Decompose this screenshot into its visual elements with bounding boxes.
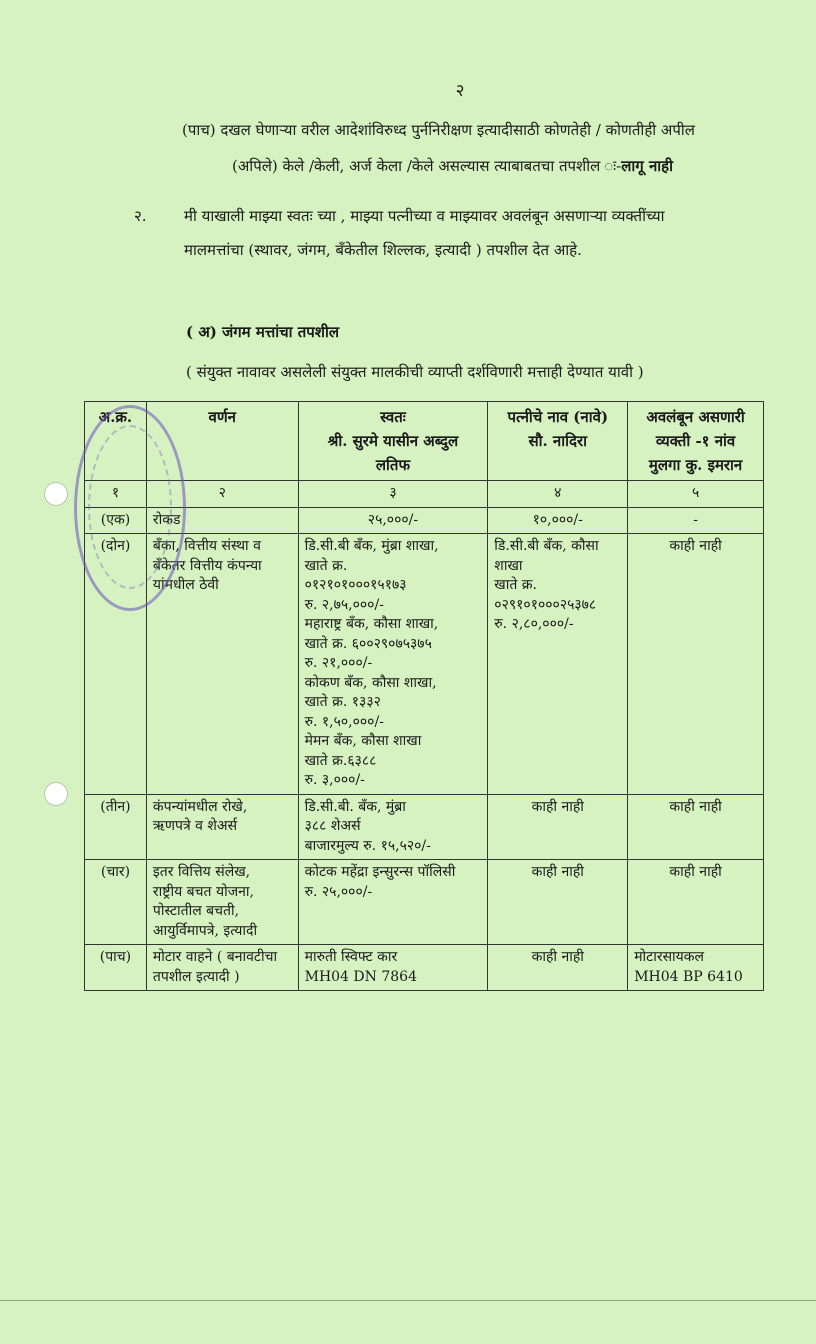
row-dependent [628,945,764,991]
row-wife-line: ०२९१०१०००२५३७८ [494,596,597,613]
row-wife [488,534,628,795]
row-wife [488,860,628,945]
column-number: ४ [488,481,628,508]
row-self-line: खाते क्र. १३३२ [304,694,381,710]
row-description [146,507,298,534]
para-2-line1: मी याखाली माझ्या स्वतः च्या , माझ्या पत्नीच्या व माझ्यावर अवलंबून असणाऱ्या व्यक्तींच्या [184,207,665,225]
row-dependent-line: काही नाही [669,864,722,880]
row-description [146,794,298,860]
table-header-row [85,402,764,481]
header-dependent [628,402,764,481]
row-dependent [628,534,764,795]
row-self-line: २५,०००/- [367,511,419,528]
row-self-line: डि.सी.बी बँक, मुंब्रा शाखा, [304,538,439,554]
row-description-line: रोकड [152,511,181,528]
row-description-line: यांमधील ठेवी [152,577,219,593]
row-self-line: रु. २५,०००/- [304,883,373,900]
row-dependent-line: काही नाही [669,798,722,815]
row-self-line: MH04 DN 7864 [304,968,417,985]
row-sr: (पाच) [85,945,147,991]
row-wife-line: काही नाही [531,949,584,965]
row-description-line: बँका, वित्तीय संस्था व [152,538,261,554]
row-sr: (एक) [85,507,147,534]
header-dependent-line: व्यक्ती -१ नांव [655,432,736,450]
row-description-line: राष्ट्रीय बचत योजना, [152,883,254,900]
header-self-line: स्वतः [380,408,406,426]
section-title: ( अ) जंगम मत्तांचा तपशील [186,323,340,341]
row-description-line: आयुर्विमापत्रे, इत्यादी [152,922,258,939]
row-sr: (चार) [85,860,147,945]
row-description-line: मोटार वाहने ( बनावटीचा [152,949,278,965]
header-wife [488,402,628,481]
row-wife-line: खाते क्र. [494,577,538,593]
column-number: २ [146,481,298,508]
row-description [146,534,298,795]
row-dependent-line: मोटारसायकल [634,949,705,965]
row-dependent-line: - [693,511,698,528]
header-wife-line: पत्नीचे नाव (नावे) [507,408,609,426]
header-self [298,402,488,481]
para-paach-line2-text: (अपिले) केले /केली, अर्ज केला /केले असल्यास त्याबाबतचा तपशील ः- [232,157,622,175]
para-paach-line1: (पाच) दखल घेणाऱ्या वरील आदेशांविरुध्द पुर्ननिरीक्षण इत्यादीसाठी कोणतेही / कोणतीही अपील [182,121,695,139]
table-number-row [85,481,764,508]
header-wife-line: सौ. नादिरा [528,432,588,450]
table-row [85,507,764,534]
row-self-line: ३८८ शेअर्स [304,818,361,834]
row-wife [488,507,628,534]
header-sr: अ.क्र. [85,402,147,481]
row-dependent [628,507,764,534]
row-self-line: महाराष्ट्र बँक, कौसा शाखा, [304,616,439,632]
row-dependent-line: MH04 BP 6410 [634,968,743,985]
table-row [85,794,764,860]
table-row [85,534,764,795]
row-description-line: पोस्टातील बचती, [152,903,240,919]
row-self-line: रु. १,५०,०००/- [304,713,384,730]
not-applicable-text: लागू नाही [621,157,674,175]
row-wife-line: शाखा [494,557,523,574]
row-self [298,860,488,945]
row-wife [488,794,628,860]
header-dependent-line: मुलगा कु. इमरान [648,456,743,474]
row-self-line: रु. ३,०००/- [304,772,365,788]
row-self [298,534,488,795]
row-wife-line: काही नाही [531,864,584,880]
table-body [85,507,764,991]
row-self-line: रु. २,७५,०००/- [304,596,384,613]
para-2-line2: मालमत्तांचा (स्थावर, जंगम, बँकेतील शिल्लक, इत्यादी ) तपशील देत आहे. [184,241,582,259]
column-number: ५ [628,481,764,508]
section-note: ( संयुक्त नावावर असलेली संयुक्त मालकीची व्याप्ती दर्शविणारी मत्ताही देण्यात यावी ) [186,363,644,381]
row-self [298,794,488,860]
table-row [85,860,764,945]
row-sr: (दोन) [85,534,147,795]
punch-hole-top [44,482,68,506]
header-description: वर्णन [146,402,298,481]
row-dependent [628,860,764,945]
row-description-line: बँकेतर वित्तीय कंपन्या [152,557,262,574]
row-description [146,945,298,991]
column-number: १ [85,481,147,508]
page-number: २ [455,81,465,101]
row-self-line: खाते क्र. ६००२९०७५३७५ [304,635,432,652]
row-self-line: खाते क्र. [304,557,348,574]
header-self-line: लतिफ [375,456,411,474]
row-description [146,860,298,945]
row-wife-line: काही नाही [531,798,584,815]
row-self-line: रु. २१,०००/- [304,655,373,671]
row-self-line: ०१२१०१०००१५१७३ [304,577,407,593]
movable-assets-table [84,401,764,991]
row-self-line: खाते क्र.६३८८ [304,752,377,769]
row-wife-line: रु. २,८०,०००/- [494,616,574,632]
row-self-line: मारुती स्विफ्ट कार [304,949,398,965]
row-description-line: तपशील इत्यादी ) [152,968,240,985]
table-row [85,945,764,991]
row-self [298,507,488,534]
para-2-number: २. [134,207,147,225]
header-self-line: श्री. सुरमे यासीन अब्दुल [327,432,459,450]
row-wife-line: डि.सी.बी बँक, कौसा [494,538,599,554]
row-description-line: इतर वित्तिय संलेख, [152,864,251,880]
row-description-line: कंपन्यांमधील रोखे, [152,798,248,815]
punch-hole-bottom [44,782,68,806]
row-sr: (तीन) [85,794,147,860]
row-self-line: कोटक महेंद्रा इन्सुरन्स पॉलिसी [304,864,456,880]
row-self-line: कोकण बँक, कौसा शाखा, [304,674,437,691]
row-dependent-line: काही नाही [669,538,722,554]
row-self-line: मेमन बँक, कौसा शाखा [304,733,422,749]
row-description-line: ऋणपत्रे व शेअर्स [152,818,238,834]
row-self [298,945,488,991]
para-paach-line2 [232,156,673,176]
column-number: ३ [298,481,488,508]
page-bottom-rule [0,1300,816,1301]
row-self-line: डि.सी.बी. बँक, मुंब्रा [304,798,406,815]
row-dependent [628,794,764,860]
row-wife-line: १०,०००/- [532,511,583,528]
row-self-line: बाजारमुल्य रु. १५,५२०/- [304,837,431,854]
row-wife [488,945,628,991]
header-dependent-line: अवलंबून असणारी [646,408,745,426]
